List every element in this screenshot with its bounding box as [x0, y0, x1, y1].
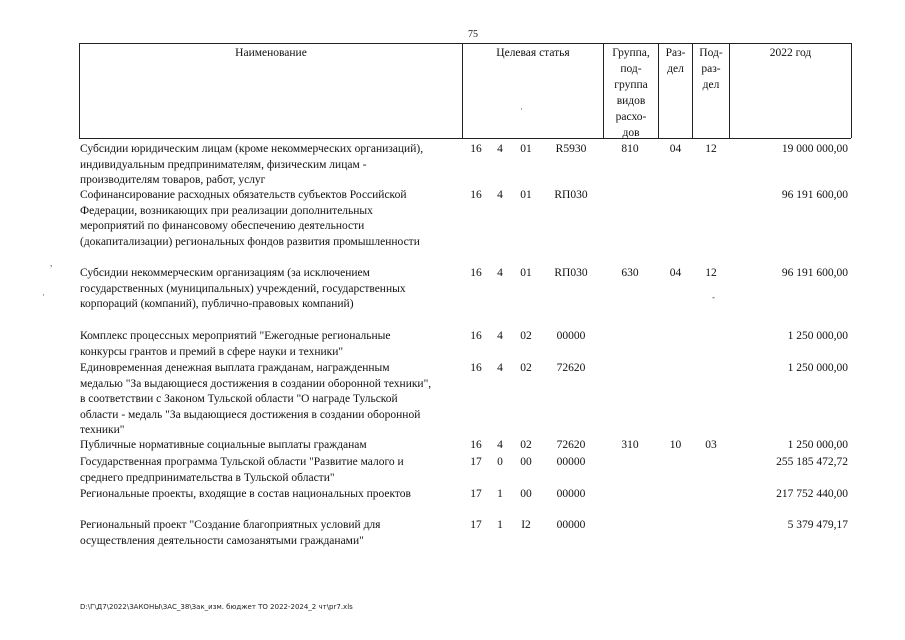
row-name-line: Региональные проекты, входящие в состав национальных проектов — [80, 488, 411, 500]
cell-t2: 4 — [497, 189, 503, 201]
header-expense-group: Группа, под- группа видов расхо- дов — [612, 47, 650, 139]
row-name — [80, 266, 462, 313]
cell-subsection: 12 — [705, 143, 717, 155]
cell-subsection: 12 — [705, 267, 717, 279]
header-year: 2022 год — [769, 47, 812, 59]
row-name-line: Комплекс процессных мероприятий "Ежегодные региональные — [80, 330, 391, 342]
row-name — [80, 438, 462, 454]
cell-t2: 4 — [497, 439, 503, 451]
row-name-line: производителям товаров, работ, услуг — [80, 174, 266, 186]
row-name-line: индивидуальным предпринимателям, физическим лицам - — [80, 158, 367, 171]
row-name-line: Публичные нормативные социальные выплаты гражданам — [80, 439, 367, 451]
cell-t2: 1 — [497, 488, 503, 500]
cell-t4: 00000 — [556, 456, 586, 468]
cell-t1: 16 — [470, 330, 482, 342]
cell-t1: 16 — [470, 143, 482, 155]
page-number: 75 — [468, 29, 478, 40]
cell-amount: 1 250 000,00 — [787, 439, 848, 451]
cell-t4: RП030 — [554, 189, 588, 201]
cell-amount: 19 000 000,00 — [781, 143, 848, 155]
header-section: Раз- дел — [665, 47, 686, 75]
cell-t1: 16 — [470, 189, 482, 201]
cell-t3: 01 — [520, 143, 532, 155]
cell-amount: 217 752 440,00 — [776, 488, 848, 500]
row-name-line: техники" — [80, 424, 125, 436]
cell-t4: R5930 — [555, 143, 587, 155]
row-name-line: среднего предпринимательства в Тульской области" — [80, 471, 335, 484]
cell-t3: 02 — [520, 439, 532, 451]
row-name-line: Единовременная денежная выплата гражданам, награжденным — [80, 362, 390, 374]
row-name-line: Софинансирование расходных обязательств субъектов Российской — [80, 189, 407, 201]
cell-t1: 17 — [470, 456, 482, 468]
cell-group: 810 — [621, 143, 639, 155]
cell-t1: 16 — [470, 267, 482, 279]
row-name-line: (докапитализации) региональных фондов развития промышленности — [80, 235, 420, 248]
cell-t3: 00 — [520, 488, 532, 500]
header-name: Наименование — [235, 47, 307, 59]
cell-group: 630 — [621, 267, 639, 279]
cell-subsection: 03 — [705, 439, 717, 451]
row-name-line: в соответствии с Законом Тульской области "О награде Тульской — [80, 393, 398, 405]
cell-t1: 16 — [470, 439, 482, 451]
scan-mark: , — [50, 258, 53, 268]
cell-amount: 1 250 000,00 — [787, 362, 848, 374]
row-name-line: Субсидии некоммерческим организациям (за исключением — [80, 267, 370, 279]
row-name-line: Государственная программа Тульской области "Развитие малого и — [80, 456, 404, 468]
cell-t1: 16 — [470, 362, 482, 374]
row-name — [80, 188, 462, 250]
cell-t2: 4 — [497, 362, 503, 374]
row-name-line: корпораций (компаний), публично-правовых компаний) — [80, 298, 354, 310]
scan-mark: · — [520, 104, 523, 114]
cell-section: 04 — [669, 267, 682, 279]
cell-t4: 00000 — [556, 488, 586, 500]
row-name-line: медалью "За выдающиеся достижения в создании оборонной техники", — [80, 377, 432, 390]
row-name-line: Субсидии юридическим лицам (кроме некоммерческих организаций), — [80, 143, 424, 155]
row-name-line: государственных (муниципальных) учреждений, государственных — [80, 282, 406, 295]
row-name — [80, 487, 462, 503]
cell-t2: 0 — [497, 456, 503, 468]
cell-t2: 4 — [497, 330, 503, 342]
cell-amount: 1 250 000,00 — [787, 330, 848, 342]
cell-amount: 5 379 479,17 — [787, 519, 848, 531]
cell-t4: 72620 — [556, 362, 586, 374]
header-subsection: Под- раз- дел — [699, 47, 723, 91]
row-name-line: конкурсы грантов и премий в сфере науки и техники" — [80, 345, 344, 358]
row-name-line: Федерации, возникающих при реализации дополнительных — [80, 204, 373, 217]
cell-t4: 00000 — [556, 330, 586, 342]
scan-mark: · — [42, 290, 45, 300]
cell-t2: 1 — [497, 519, 503, 531]
row-name — [80, 455, 462, 486]
cell-section: 10 — [669, 439, 682, 451]
cell-t1: 17 — [470, 519, 482, 531]
file-path-footer: D:\Г\Д7\2022\ЗАКОНЫ\ЗАС_38\Зак_изм. бюджет ТО 2022-2024_2 чт\pr7.xls — [80, 603, 353, 611]
row-name-line: осуществления деятельности самозанятыми гражданами" — [80, 534, 364, 547]
cell-amount: 96 191 600,00 — [781, 189, 848, 201]
row-name — [80, 329, 462, 360]
cell-t1: 17 — [470, 488, 482, 500]
cell-t3: 00 — [520, 456, 532, 468]
cell-t3: 02 — [520, 362, 532, 374]
cell-t3: 01 — [520, 267, 532, 279]
row-name — [80, 142, 462, 189]
cell-t3: 01 — [520, 189, 532, 201]
cell-group: 310 — [621, 439, 639, 451]
row-name-line: области - медаль "За выдающиеся достижения в создании оборонной — [80, 408, 421, 421]
cell-t4: RП030 — [554, 267, 588, 279]
cell-t2: 4 — [497, 267, 503, 279]
row-name — [80, 518, 462, 549]
row-name — [80, 361, 462, 439]
header-target-article: Целевая статья — [496, 47, 570, 59]
row-name-line: мероприятий по финансовому обеспечению деятельности — [80, 220, 365, 232]
row-name-line: Региональный проект "Создание благоприятных условий для — [80, 519, 381, 531]
cell-amount: 96 191 600,00 — [781, 267, 848, 279]
cell-t3: 02 — [520, 330, 532, 342]
cell-t3: I2 — [521, 519, 531, 531]
cell-section: 04 — [669, 143, 682, 155]
scan-mark: - — [712, 292, 715, 302]
cell-amount: 255 185 472,72 — [776, 456, 848, 468]
cell-t4: 72620 — [556, 439, 586, 451]
cell-t2: 4 — [497, 143, 503, 155]
cell-t4: 00000 — [556, 519, 586, 531]
